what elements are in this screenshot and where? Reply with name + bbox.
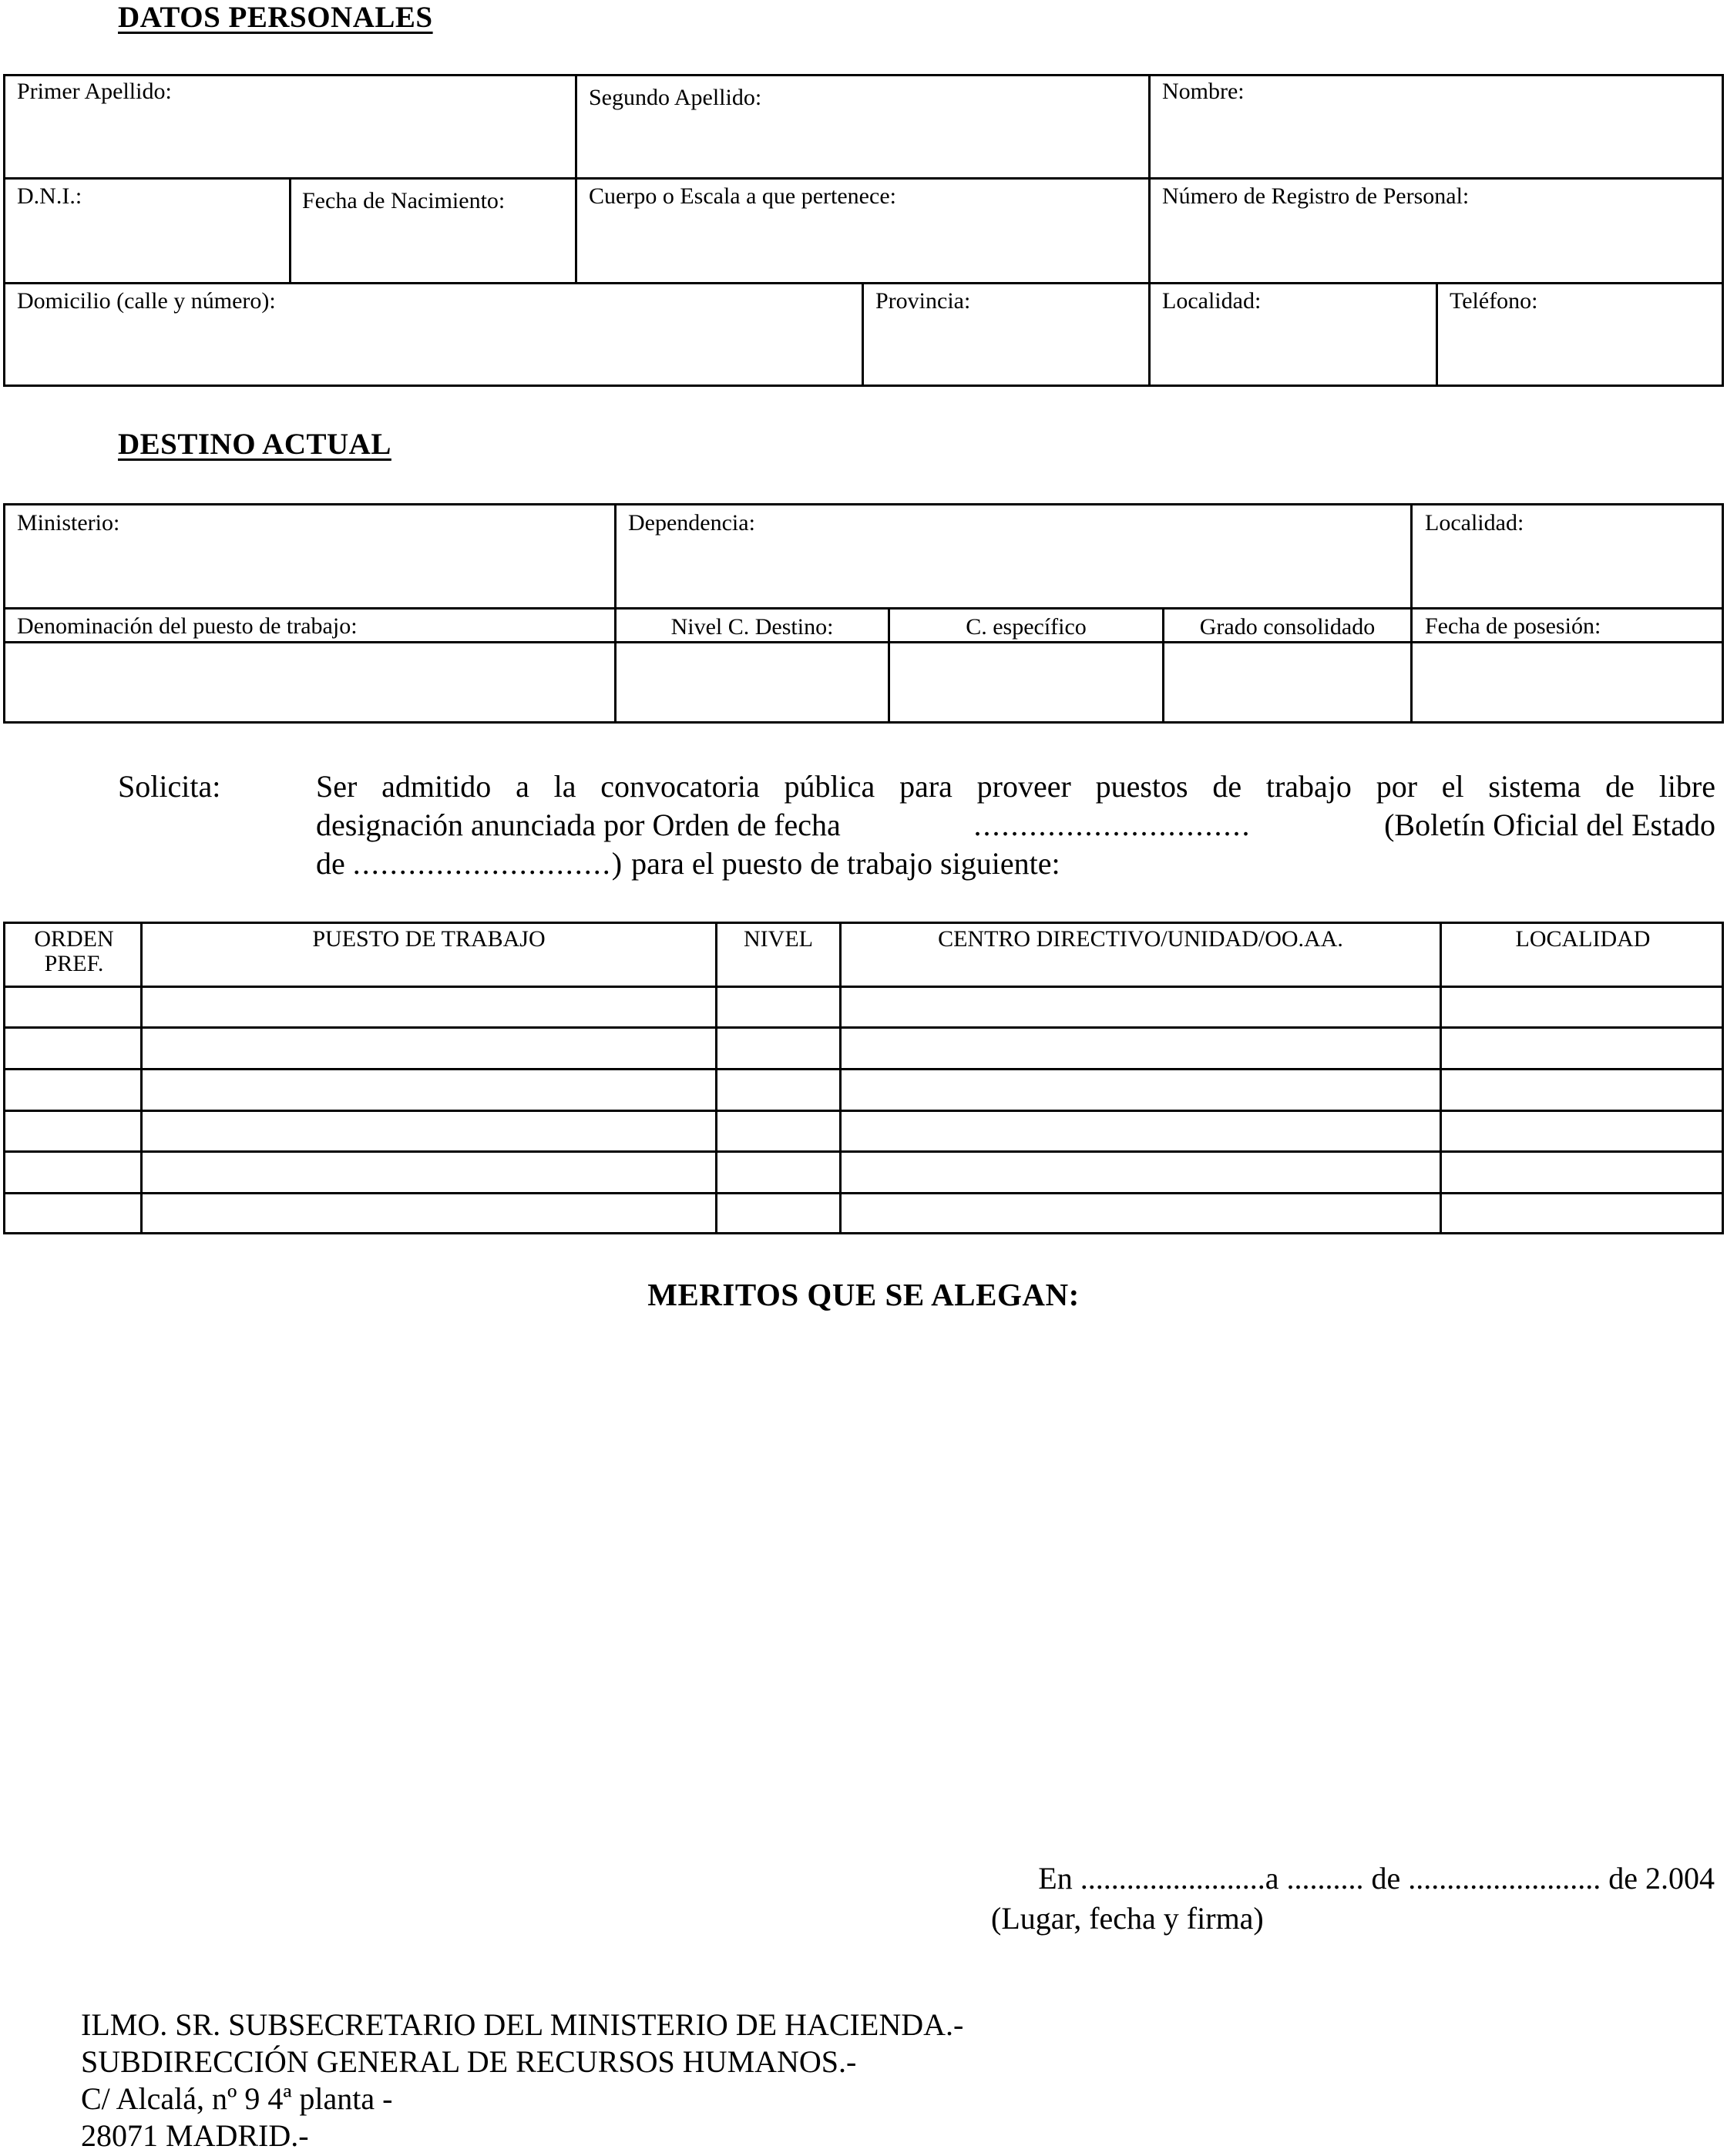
cuerpo-escala-field[interactable] [578, 213, 1147, 280]
destino-localidad-label: Localidad: [1425, 510, 1524, 536]
destino-actual-heading: DESTINO ACTUAL [118, 428, 391, 461]
c-especifico-label: C. específico [966, 614, 1087, 640]
header-nivel: NIVEL [744, 926, 813, 952]
firma-line[interactable]: En ........................a .......... de ......................... de 2.004 [1038, 1861, 1715, 1896]
solicita-label: Solicita: [118, 769, 221, 804]
fecha-nacimiento-label: Fecha de Nacimiento: [302, 188, 506, 213]
ministerio-label: Ministerio: [17, 510, 120, 536]
primer-apellido-field[interactable] [6, 108, 573, 176]
grado-consolidado-label: Grado consolidado [1199, 614, 1376, 640]
solicita-line-3 [316, 845, 1060, 883]
localidad-field[interactable] [1151, 317, 1434, 385]
dni-field[interactable] [6, 213, 287, 280]
domicilio-label: Domicilio (calle y número): [17, 288, 276, 314]
denominacion-field[interactable] [6, 644, 613, 721]
boe-fecha-blank[interactable]: ............................) [352, 846, 624, 881]
dni-label: D.N.I.: [17, 183, 82, 209]
destinatario-line-1: ILMO. SR. SUBSECRETARIO DEL MINISTERIO DE HACIENDA.- [81, 2007, 964, 2042]
solicita-line-2-boe: (Boletín Oficial del Estado [1384, 808, 1715, 842]
cuerpo-escala-label: Cuerpo o Escala a que pertenece: [589, 183, 896, 209]
destinatario-line-4: 28071 MADRID.- [81, 2118, 309, 2153]
denominacion-label: Denominación del puesto de trabajo: [17, 613, 358, 639]
c-especifico-field[interactable] [890, 644, 1161, 721]
solicita-line-2 [316, 806, 1715, 845]
header-puesto-trabajo: PUESTO DE TRABAJO [312, 926, 546, 952]
meritos-heading: MERITOS QUE SE ALEGAN: [647, 1277, 1080, 1312]
fecha-posesion-field[interactable] [1413, 644, 1722, 721]
telefono-label: Teléfono: [1450, 288, 1538, 314]
segundo-apellido-field[interactable] [578, 116, 1147, 176]
provincia-label: Provincia: [875, 288, 971, 314]
domicilio-field[interactable] [6, 317, 860, 385]
dependencia-label: Dependencia: [628, 510, 755, 536]
ministerio-field[interactable] [6, 539, 613, 606]
solicita-line-1: Ser admitido a la convocatoria pública para proveer puestos de trabajo por el sistema de libre [316, 769, 1715, 804]
nivel-destino-label: Nivel C. Destino: [670, 614, 834, 640]
solicita-line-3-text: para el puesto de trabajo siguiente: [631, 846, 1060, 881]
destinatario-line-2: SUBDIRECCIÓN GENERAL DE RECURSOS HUMANOS.- [81, 2044, 857, 2079]
destinatario-line-3: C/ Alcalá, nº 9 4ª planta - [81, 2081, 393, 2116]
header-orden-pref: ORDEN PREF. [34, 926, 114, 976]
dependencia-field[interactable] [619, 539, 1409, 606]
segundo-apellido-label: Segundo Apellido: [589, 85, 762, 110]
destinatario-block [81, 2007, 963, 2154]
solicita-line-2-text: designación anunciada por Orden de fecha [316, 808, 841, 842]
nombre-label: Nombre: [1162, 79, 1245, 104]
fecha-posesion-label: Fecha de posesión: [1425, 613, 1601, 639]
fecha-nacimiento-field[interactable] [292, 219, 573, 280]
provincia-field[interactable] [865, 317, 1147, 385]
numero-registro-field[interactable] [1151, 213, 1722, 280]
header-centro-directivo: CENTRO DIRECTIVO/UNIDAD/OO.AA. [938, 926, 1343, 952]
puestos-table [3, 922, 1724, 1234]
meritos-area[interactable] [6, 1325, 1721, 1849]
nombre-field[interactable] [1151, 108, 1722, 176]
header-localidad: LOCALIDAD [1515, 926, 1651, 952]
primer-apellido-label: Primer Apellido: [17, 79, 172, 104]
datos-personales-heading: DATOS PERSONALES [118, 1, 433, 34]
destino-localidad-field[interactable] [1415, 539, 1722, 606]
nivel-destino-field[interactable] [617, 644, 886, 721]
orden-fecha-blank[interactable]: .............................. [973, 808, 1252, 842]
localidad-label: Localidad: [1162, 288, 1262, 314]
solicita-line-3-de: de [316, 846, 345, 881]
telefono-field[interactable] [1439, 317, 1722, 385]
numero-registro-label: Número de Registro de Personal: [1162, 183, 1470, 209]
firma-caption: (Lugar, fecha y firma) [991, 1901, 1264, 1936]
grado-consolidado-field[interactable] [1164, 644, 1409, 721]
